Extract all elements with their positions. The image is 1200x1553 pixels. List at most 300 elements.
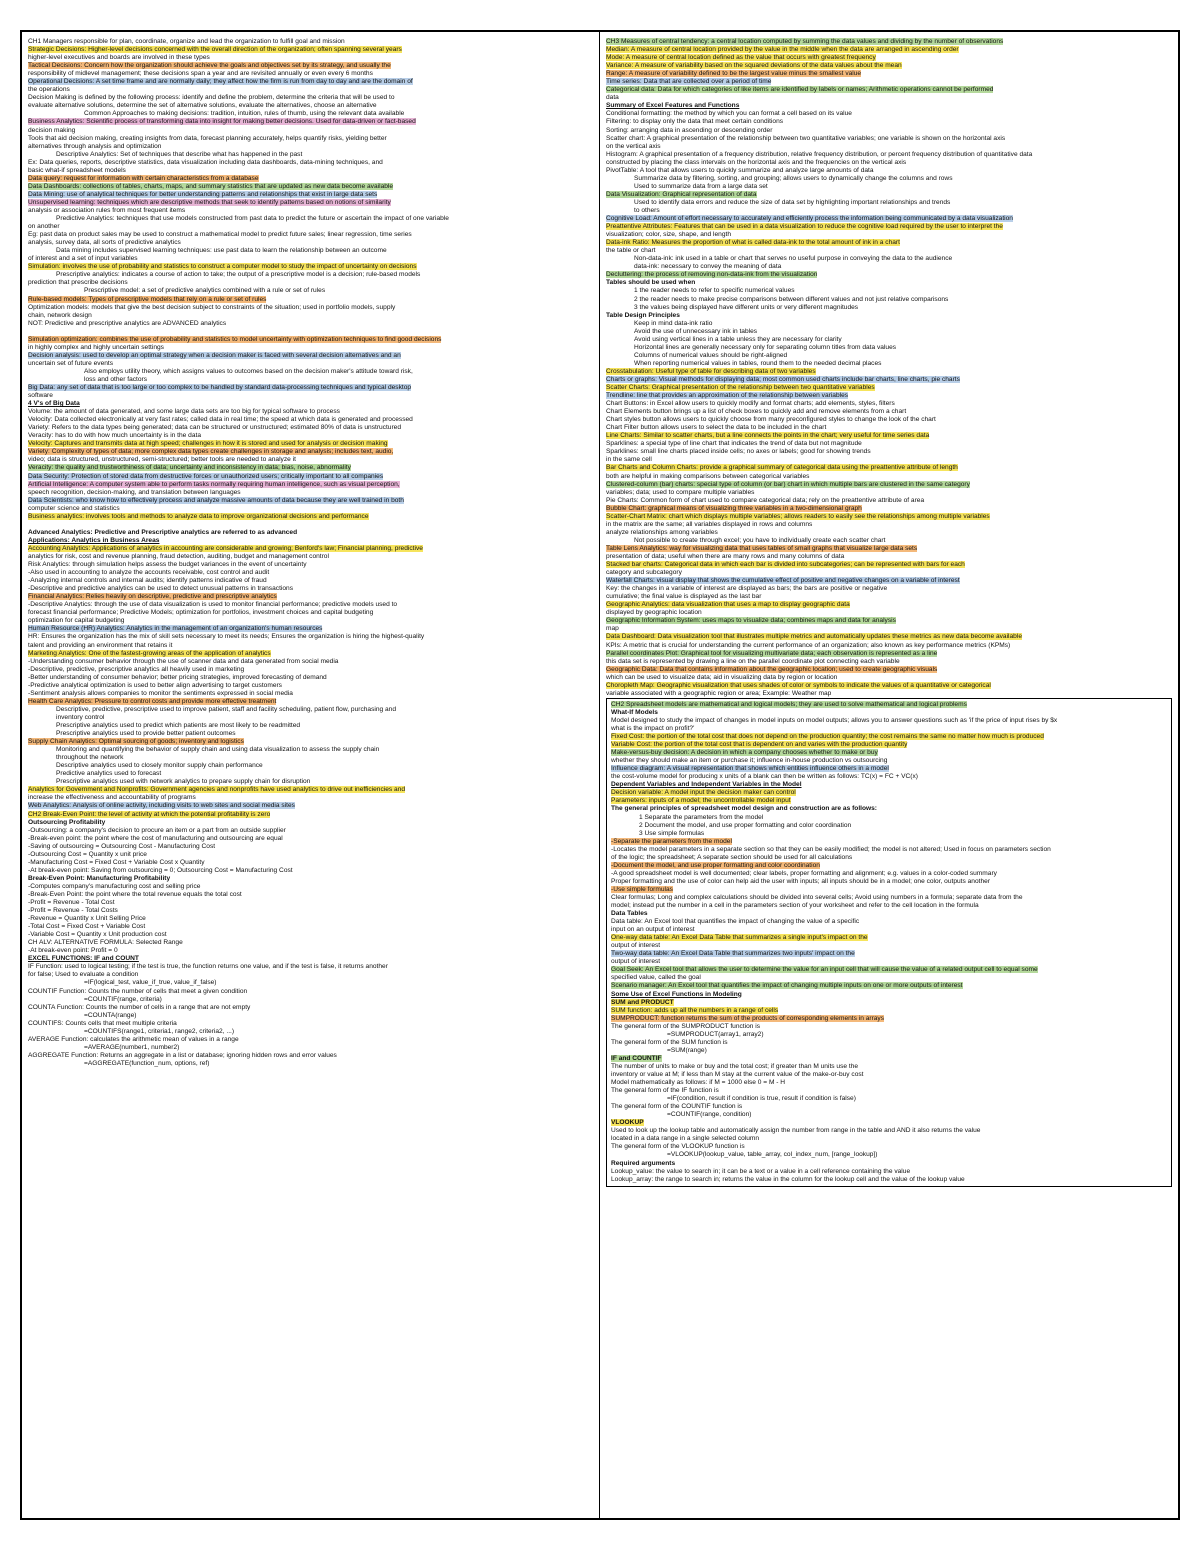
note-line <box>611 1055 1167 1063</box>
note-text: One-way data table: An Excel Data Table that summarizes a single input's impact on the <box>611 934 868 942</box>
note-text: of the logic; the spreadsheet; A separate section should be used for all calculations <box>611 853 853 861</box>
note-line <box>28 746 594 754</box>
note-line <box>28 416 594 424</box>
note-line <box>611 1063 1167 1071</box>
note-line <box>28 255 594 263</box>
note-line <box>606 682 1174 690</box>
note-text: Line Charts: Similar to scatter charts, but a line connects the points in the chart; very useful for time series data <box>606 432 930 440</box>
note-line <box>611 878 1167 886</box>
note-line <box>28 593 594 601</box>
note-line <box>28 762 594 770</box>
note-line <box>606 127 1174 135</box>
note-line <box>28 513 594 521</box>
note-line <box>611 1039 1167 1047</box>
note-text: -Computes company's manufacturing cost and selling price <box>28 882 201 890</box>
note-text: Applications: Analytics in Business Areas <box>28 536 160 544</box>
note-text: Volume: the amount of data generated, and some large data sets are too big for typical software to process <box>28 408 340 416</box>
note-line <box>28 86 594 94</box>
note-text: to others <box>634 206 660 214</box>
note-line <box>606 625 1174 633</box>
note-line <box>28 135 594 143</box>
note-line <box>606 312 1174 320</box>
note-line <box>611 757 1167 765</box>
note-text: =IF(condition, result if condition is true, result if condition is false) <box>667 1095 856 1103</box>
note-text: specified value, called the goal <box>611 974 701 982</box>
note-text: Data table: An Excel tool that quantifies the impact of changing the value of a specific <box>611 918 860 926</box>
note-text: Optimization models: models that give the best decision subject to constraints of the situation; used in portfolio models, supply <box>28 303 396 311</box>
note-text: Model mathematically as follows: if M = 1000 else 0 = M - H <box>611 1079 786 1087</box>
note-line <box>28 963 594 971</box>
note-line <box>28 167 594 175</box>
note-line <box>611 1031 1167 1039</box>
note-line <box>28 883 594 891</box>
note-text: The general principles of spreadsheet model design and construction are as follows: <box>611 805 878 813</box>
note-line <box>28 360 594 368</box>
note-text: -Outsourcing Cost = Quantity x unit price <box>28 850 147 858</box>
note-text: Table Lens Analytics: way for visualizing data that uses tables of small graphs that visualize large data sets <box>606 544 918 552</box>
note-text: Health Care Analytics: Pressure to control costs and provide more effective treatment <box>28 697 277 705</box>
note-line <box>606 320 1174 328</box>
note-line <box>606 239 1174 247</box>
note-line <box>28 537 594 545</box>
note-text: responsibility of midlevel management; these decisions span a year and are revisited annually or even every 6 months <box>28 70 373 78</box>
note-line <box>606 255 1174 263</box>
note-text: Variable Cost: the portion of the total cost that is dependent on and varies with the production quantity <box>611 741 908 749</box>
note-text: -Also used in accounting to analyze the accounts receivable, cost control and audit <box>28 569 270 577</box>
note-line <box>28 955 594 963</box>
note-text: Veracity: the quality and trustworthiness of data; uncertainty and inconsistency in data; bias, noise, abnormality <box>28 464 351 472</box>
note-line <box>611 958 1167 966</box>
note-line <box>28 778 594 786</box>
note-line <box>606 175 1174 183</box>
note-line <box>28 819 594 827</box>
column-divider <box>599 32 600 1518</box>
note-text: -Analyzing internal controls and internal audits; identify patterns indicative of fraud <box>28 577 267 585</box>
note-text: 3 Use simple formulas <box>639 829 705 837</box>
note-text: Velocity: Captures and transmits data at high speed; challenges in how it is stored and used for analysis or decision making <box>28 440 388 448</box>
note-line <box>606 432 1174 440</box>
note-line <box>28 143 594 151</box>
note-text: Used to look up the lookup table and automatically assign the number from range in the table and AND it also returns the value <box>611 1127 981 1135</box>
note-line <box>28 722 594 730</box>
note-text: -Variable Cost = Quantity x Unit production cost <box>28 931 167 939</box>
note-text: the operations <box>28 86 70 94</box>
note-text: Variance: A measure of variability based on the squared deviations of the data values about the mean <box>606 62 902 70</box>
note-line <box>28 754 594 762</box>
note-line <box>606 658 1174 666</box>
note-text: 2 Document the model, and use proper formatting and color coordination <box>639 821 852 829</box>
note-line <box>606 207 1174 215</box>
note-line <box>606 553 1174 561</box>
note-line <box>28 899 594 907</box>
note-line <box>606 215 1174 223</box>
cheat-sheet-page <box>20 30 1180 1520</box>
note-line <box>611 797 1167 805</box>
note-text: Categorical data: Data for which categories of like items are identified by labels or names; Arithmetic operations cannot be performed <box>606 86 994 94</box>
note-text: Scatter chart: A graphical presentation of the relationship between two quantitative variables; one variable is shown on the horizontal axis <box>606 134 1006 142</box>
note-line <box>28 384 594 392</box>
note-text: Descriptive Analytics: Set of techniques that describe what has happened in the past <box>56 150 303 158</box>
note-line <box>28 585 594 593</box>
note-text: data-ink: necessary to convey the meaning of data <box>634 263 782 271</box>
note-line <box>611 733 1167 741</box>
note-line <box>611 1135 1167 1143</box>
right-column <box>606 38 1174 1183</box>
note-text: =SUMPRODUCT(array1, array2) <box>667 1030 764 1038</box>
note-line <box>28 62 594 70</box>
note-line <box>606 143 1174 151</box>
note-text: Geographic Analytics: data visualization that uses a map to display geographic data <box>606 601 850 609</box>
note-text: -Outsourcing: a company's decision to procure an item or a part from an outside supplier <box>28 826 286 834</box>
note-text: the cost-volume model for producing x units of a blank can then be written as follows: TC(x) = FC + VC(x) <box>611 773 918 781</box>
note-text: located in a data range in a single selected column <box>611 1135 760 1143</box>
note-line <box>28 553 594 561</box>
note-line <box>606 529 1174 537</box>
note-line <box>606 86 1174 94</box>
note-line <box>28 199 594 207</box>
note-text: Choropleth Map: Geographic visualization that uses shades of color or symbols to indicate the values of a quantitative or categorical <box>606 681 991 689</box>
note-text: basic what-if spreadsheet models <box>28 166 126 174</box>
note-line <box>606 94 1174 102</box>
note-line <box>28 601 594 609</box>
note-text: Operational Decisions: A set time frame and are normally daily; they affect how the firm is run from day to day and are the domain of <box>28 78 413 86</box>
note-text: Bubble Chart: graphical means of visualizing three variables in a two-dimensional graph <box>606 504 862 512</box>
note-line <box>611 894 1167 902</box>
note-line <box>606 601 1174 609</box>
note-text: Predictive Analytics: techniques that use models constructed from past data to predict the future or ascertain the impact of one variable <box>56 215 449 223</box>
note-line <box>611 1176 1167 1184</box>
note-text: Columns of numerical values should be right-aligned <box>634 351 788 359</box>
note-text: -Use simple formulas <box>611 885 673 893</box>
note-line <box>28 698 594 706</box>
note-text: Not possible to create through excel; you have to individually create each scatter chart <box>634 536 886 544</box>
note-text: evaluate alternative solutions, determine the set of alternative solutions, evaluate the alternatives, choose an alternative <box>28 102 377 110</box>
note-line <box>28 368 594 376</box>
note-text: Variety: Refers to the data types being generated; data can be structured or unstructured; estimated 80% of data is unstructured <box>28 424 402 432</box>
note-text: SUM and PRODUCT <box>611 998 674 1006</box>
note-text: -Break-Even Point: the point where the total revenue equals the total cost <box>28 890 242 898</box>
note-text: -Document the model, and use proper formatting and color coordination <box>611 861 820 869</box>
note-line <box>28 207 594 215</box>
note-line <box>606 360 1174 368</box>
note-line <box>606 368 1174 376</box>
note-text: Common Approaches to making decisions: tradition, intuition, rules of thumb, using the relevant data available <box>84 110 405 118</box>
note-text: which can be used to visualize data; aid in visualizing data by region or location <box>606 673 838 681</box>
note-text: Unsupervised learning: techniques which are descriptive methods that seek to identify patterns based on notions of similarity <box>28 198 391 206</box>
note-text: both are helpful in making comparisons between categorical variables <box>606 472 810 480</box>
note-line <box>28 867 594 875</box>
note-line <box>606 569 1174 577</box>
note-line <box>28 802 594 810</box>
note-line <box>606 392 1174 400</box>
note-text: model; instead put the number in a cell in the parameters section of your worksheet and refer to the cell location in the formula <box>611 902 979 910</box>
note-text: Financial Analytics: Relies heavily on descriptive, predictive and prescriptive analytics <box>28 593 277 601</box>
note-text: What-If Models <box>611 708 658 716</box>
note-text: visualization; color, size, shape, and length <box>606 231 731 239</box>
note-line <box>28 609 594 617</box>
note-line <box>28 690 594 698</box>
note-line <box>28 827 594 835</box>
note-text: increase the effectiveness and accountability of programs <box>28 794 196 802</box>
note-text: Scatter-Chart Matrix: chart which displays multiple variables; allows readers to easily see the relationships among multiple variables <box>606 512 990 520</box>
note-text: VLOOKUP <box>611 1119 644 1127</box>
note-line <box>611 1111 1167 1119</box>
note-line <box>28 1004 594 1012</box>
note-line <box>606 336 1174 344</box>
note-text: decision making <box>28 126 76 134</box>
note-line <box>606 70 1174 78</box>
note-text: Human Resource (HR) Analytics: Analytics in the management of an organization's human resources <box>28 625 323 633</box>
note-line <box>28 481 594 489</box>
note-text: The general form of the SUM function is <box>611 1038 728 1046</box>
note-text: analytics for risk, cost and revenue planning, fraud detection, auditing, budget and management control <box>28 553 329 560</box>
note-text: Sorting: arranging data in ascending or descending order <box>606 126 773 134</box>
note-line <box>611 822 1167 830</box>
note-text: =SUM(range) <box>667 1046 707 1054</box>
note-line <box>28 1052 594 1060</box>
note-line <box>606 223 1174 231</box>
note-text: Decision analysis: used to develop an optimal strategy when a decision maker is faced with several decision alternatives and an <box>28 351 401 359</box>
note-line <box>28 714 594 722</box>
note-line <box>28 110 594 118</box>
note-line <box>611 749 1167 757</box>
note-line <box>28 794 594 802</box>
note-text: Scenario manager: An Excel tool that quantifies the impact of changing multiple inputs on one or more outputs of interest <box>611 982 963 990</box>
note-line <box>606 561 1174 569</box>
note-line <box>606 577 1174 585</box>
note-text: Used to identify data errors and reduce the size of data set by highlighting important relationships and trends <box>634 198 951 206</box>
note-line <box>28 907 594 915</box>
note-text: Trendline: line that provides an approximation of the relationship between variables <box>606 392 849 400</box>
note-text: Data Visualization: Graphical representation of data <box>606 190 757 198</box>
note-text: variable associated with a geographic region or area; Example: Weather map <box>606 689 832 697</box>
note-text: Also employs utility theory, which assigns values to outcomes based on the decision maker's attitude toward risk, <box>84 367 413 375</box>
note-text: on another <box>28 223 60 231</box>
note-line <box>611 1119 1167 1127</box>
note-line <box>606 674 1174 682</box>
note-line <box>606 489 1174 497</box>
note-text: Velocity: Data collected electronically at very fast rates; called data in real time; the speed at which data is generated and processed <box>28 416 413 424</box>
note-line <box>28 666 594 674</box>
note-line <box>28 392 594 400</box>
note-text: Cognitive Load: Amount of effort necessary to accurately and efficiently process the information being communicated by a data visualization <box>606 215 1013 223</box>
note-line <box>611 982 1167 990</box>
note-line <box>28 231 594 239</box>
note-text: Prescriptive analytics: indicates a course of action to take; the output of a prescriptive model is a decision; rule-based models <box>56 271 421 279</box>
note-line <box>611 846 1167 854</box>
note-text: COUNTA Function: Counts the number of cells in a range that are not empty <box>28 1003 251 1011</box>
note-line <box>28 730 594 738</box>
note-text: Clustered-column (bar) charts: special type of column (or bar) chart in which multiple bars are clustered in the same category <box>606 480 970 488</box>
note-text: -Separate the parameters from the model <box>611 837 732 845</box>
note-text: Accounting Analytics: Applications of analytics in accounting are considerable and growing; Benford's law; Financial planning, predictive <box>28 544 423 552</box>
note-line <box>606 78 1174 86</box>
note-text: Median: A measure of central location provided by the value in the middle when the data are arranged in ascending order <box>606 46 959 54</box>
note-line <box>28 159 594 167</box>
note-text: inventory control <box>56 713 105 721</box>
note-line <box>611 910 1167 918</box>
note-line <box>606 416 1174 424</box>
note-line <box>28 891 594 899</box>
note-text: analysis or association rules from most frequent items <box>28 206 186 214</box>
note-line <box>606 545 1174 553</box>
note-line <box>611 1127 1167 1135</box>
note-text: 2 the reader needs to make precise comparisons between different values and not just relative comparisons <box>634 295 949 303</box>
note-text: Keep in mind data-ink ratio <box>634 319 713 327</box>
note-line <box>606 690 1174 698</box>
note-text: Data query: request for information with certain characteristics from a database <box>28 174 259 182</box>
note-line <box>606 400 1174 408</box>
note-text: Required arguments <box>611 1159 676 1167</box>
note-line <box>28 46 594 54</box>
note-text: chain, network design <box>28 311 92 319</box>
note-text: The general form of the IF function is <box>611 1087 719 1095</box>
note-line <box>28 577 594 585</box>
note-text: alternatives through analysis and optimization <box>28 142 162 150</box>
note-line <box>28 38 594 46</box>
note-line <box>611 1087 1167 1095</box>
note-line <box>611 1095 1167 1103</box>
note-line <box>611 966 1167 974</box>
note-text: whether they should make an item or purchase it; influence in-house production vs outsourcing <box>611 757 888 765</box>
note-text: Summarize data by filtering, sorting, and grouping; allows users to dynamically change the columns and rows <box>634 174 953 182</box>
note-line <box>28 786 594 794</box>
note-text: Bar Charts and Column Charts: provide a graphical summary of categorical data using the preattentive attribute of length <box>606 464 958 472</box>
note-text: Scatter Charts: Graphical presentation of the relationship between two quantitative variables <box>606 384 875 392</box>
left-column <box>28 38 594 1068</box>
note-line <box>606 271 1174 279</box>
note-line <box>611 854 1167 862</box>
note-line <box>606 617 1174 625</box>
note-line <box>606 247 1174 255</box>
note-text: Data Dashboard: Data visualization tool that illustrates multiple metrics and automatically updates these metrics as new data become available <box>606 633 1022 641</box>
note-line <box>611 1151 1167 1159</box>
note-line <box>28 738 594 746</box>
note-line <box>606 151 1174 159</box>
note-line <box>606 54 1174 62</box>
note-line <box>28 996 594 1004</box>
note-line <box>606 513 1174 521</box>
note-line <box>611 789 1167 797</box>
note-text: 4 V's of Big Data <box>28 400 80 408</box>
note-line <box>611 950 1167 958</box>
note-text: KPIs: A metric that is crucial for understanding the current performance of an organization; also known as key performance metrics (KPMs) <box>606 641 1011 649</box>
note-text: Simulation optimization: combines the use of probability and statistics to model uncertainty with optimization techniques to find good decisions <box>28 335 442 343</box>
note-text: Ex: Data queries, reports, descriptive statistics, data visualization including data dashboards, data-mining techniques, and <box>28 158 383 166</box>
note-text: -Descriptive and predictive analytics can be used to detect unusual patterns in transactions <box>28 585 293 593</box>
note-text: PivotTable: A tool that allows users to quickly summarize and analyze large amounts of data <box>606 166 874 174</box>
note-line <box>606 424 1174 432</box>
note-text: =VLOOKUP(lookup_value, table_array, col_index_num, [range_lookup]) <box>667 1151 878 1159</box>
note-line <box>611 1079 1167 1087</box>
note-line <box>611 838 1167 846</box>
note-line <box>28 1036 594 1044</box>
note-text: category and subcategory <box>606 569 682 577</box>
note-line <box>611 1160 1167 1168</box>
note-text: input on an output of interest <box>611 926 695 934</box>
note-line <box>28 915 594 923</box>
note-text: Variety: Complexity of types of data; more complex data types create challenges in storage and analysis; includes text, audio, <box>28 448 394 456</box>
note-line <box>28 770 594 778</box>
note-text: Conditional formatting: the method by which you can format a cell based on its value <box>606 110 852 118</box>
note-line <box>606 642 1174 650</box>
note-text: 1 the reader needs to refer to specific numerical values <box>634 287 795 295</box>
note-line <box>606 481 1174 489</box>
note-line <box>28 1060 594 1068</box>
note-line <box>28 931 594 939</box>
note-text: HR: Ensures the organization has the mix of skill sets necessary to meet its needs; Ensures the organization is hiring the highest-quality <box>28 633 425 641</box>
note-text: Used to summarize data from a large data set <box>634 182 768 190</box>
note-text: -Descriptive, predictive, prescriptive analytics all heavily used in marketing <box>28 665 245 673</box>
note-text: Make-versus-buy decision: A decision in which a company chooses whether to make or buy <box>611 749 878 757</box>
note-text: Lookup_array: the range to search in; returns the value in the column for the lookup cell and the value of the lookup value <box>611 1175 965 1183</box>
note-text: output of interest <box>611 958 661 966</box>
note-text: -Predictive analytical optimization is used to better align advertising to target customers <box>28 681 282 689</box>
note-text: CH3 Measures of central tendency: a central location computed by summing the data values and dividing by the number of observations <box>606 38 1004 45</box>
note-text: Summary of Excel Features and Functions <box>606 102 740 110</box>
note-text: Crosstabulation: Useful type of table for describing data of two variables <box>606 367 816 375</box>
note-text: Data mining includes supervised learning techniques: use past data to learn the relationship between an outcome <box>56 247 387 255</box>
note-text: Prescriptive analytics used to predict which patients are most likely to be readmitted <box>56 721 301 729</box>
right-column-notes <box>606 38 1174 698</box>
note-line <box>28 625 594 633</box>
note-text: AVERAGE Function: calculates the arithmetic mean of values in a range <box>28 1035 239 1043</box>
note-line <box>28 408 594 416</box>
note-line <box>606 633 1174 641</box>
note-line <box>28 979 594 987</box>
note-line <box>28 545 594 553</box>
note-line <box>28 521 594 529</box>
note-text: -Locates the model parameters in a separate section so that they can be easily modified; the model is not altered; Used in focus on parameters section <box>611 845 1051 853</box>
note-text: CH1 Managers responsible for plan, coordinate, organize and lead the organization to fulfill goal and mission <box>28 38 345 45</box>
note-text: optimization for capital budgeting <box>28 617 125 625</box>
note-line <box>28 682 594 690</box>
note-text: Data Scientists: who know how to effectively process and analyze massive amounts of data because they are well trained in both <box>28 496 404 504</box>
note-line <box>606 440 1174 448</box>
note-line <box>611 1168 1167 1176</box>
note-line <box>611 781 1167 789</box>
note-text: Break-Even Point: Manufacturing Profitability <box>28 874 171 882</box>
note-text: Clear formulas; Long and complex calculations should be divided into several cells; Avoid using numbers in a formula; separate data from the <box>611 893 1023 901</box>
note-text: Analytics for Government and Nonprofits: Government agencies and nonprofits have used analytics to drive out inefficiencies and <box>28 786 406 794</box>
note-line <box>606 376 1174 384</box>
note-line <box>611 1007 1167 1015</box>
note-line <box>606 666 1174 674</box>
note-text: The number of units to make or buy and the total cost; if greater than M units use the <box>611 1062 859 1070</box>
note-text: displayed by geographic location <box>606 609 702 617</box>
note-line <box>28 505 594 513</box>
note-text: COUNTIF Function: Counts the number of cells that meet a given condition <box>28 987 248 995</box>
note-line <box>611 717 1167 725</box>
note-text: Data Tables <box>611 910 648 918</box>
note-text: Data Dashboards: collections of tables, charts, maps, and summary statistics that are updated as new data become available <box>28 182 394 190</box>
note-line <box>28 312 594 320</box>
note-text: Predictive analytics used to forecast <box>56 770 162 778</box>
note-text: constructed by placing the class intervals on the horizontal axis and the frequencies on the vertical axis <box>606 158 907 166</box>
note-line <box>606 456 1174 464</box>
note-text: inventory or value at M; if less than M stay at the current value of the make-or-buy cost <box>611 1071 864 1078</box>
note-line <box>611 1015 1167 1023</box>
note-text: Prescriptive analytics used to provide better patient outcomes <box>56 730 236 738</box>
note-line <box>606 46 1174 54</box>
note-line <box>28 843 594 851</box>
note-text: Sparklines: a special type of line chart that indicates the trend of data but not magnitude <box>606 440 862 448</box>
note-line <box>28 432 594 440</box>
note-text: Descriptive, predictive, prescriptive used to improve patient, staff and facility scheduling, patient flow, purchasing and <box>56 705 397 713</box>
note-text: -A good spreadsheet model is well documented; clear labels, proper formatting and alignment; e.g. values in a color-coded summary <box>611 869 997 877</box>
note-text: Chart Filter button allows users to select the data to be included in the chart <box>606 424 827 432</box>
note-line <box>606 448 1174 456</box>
